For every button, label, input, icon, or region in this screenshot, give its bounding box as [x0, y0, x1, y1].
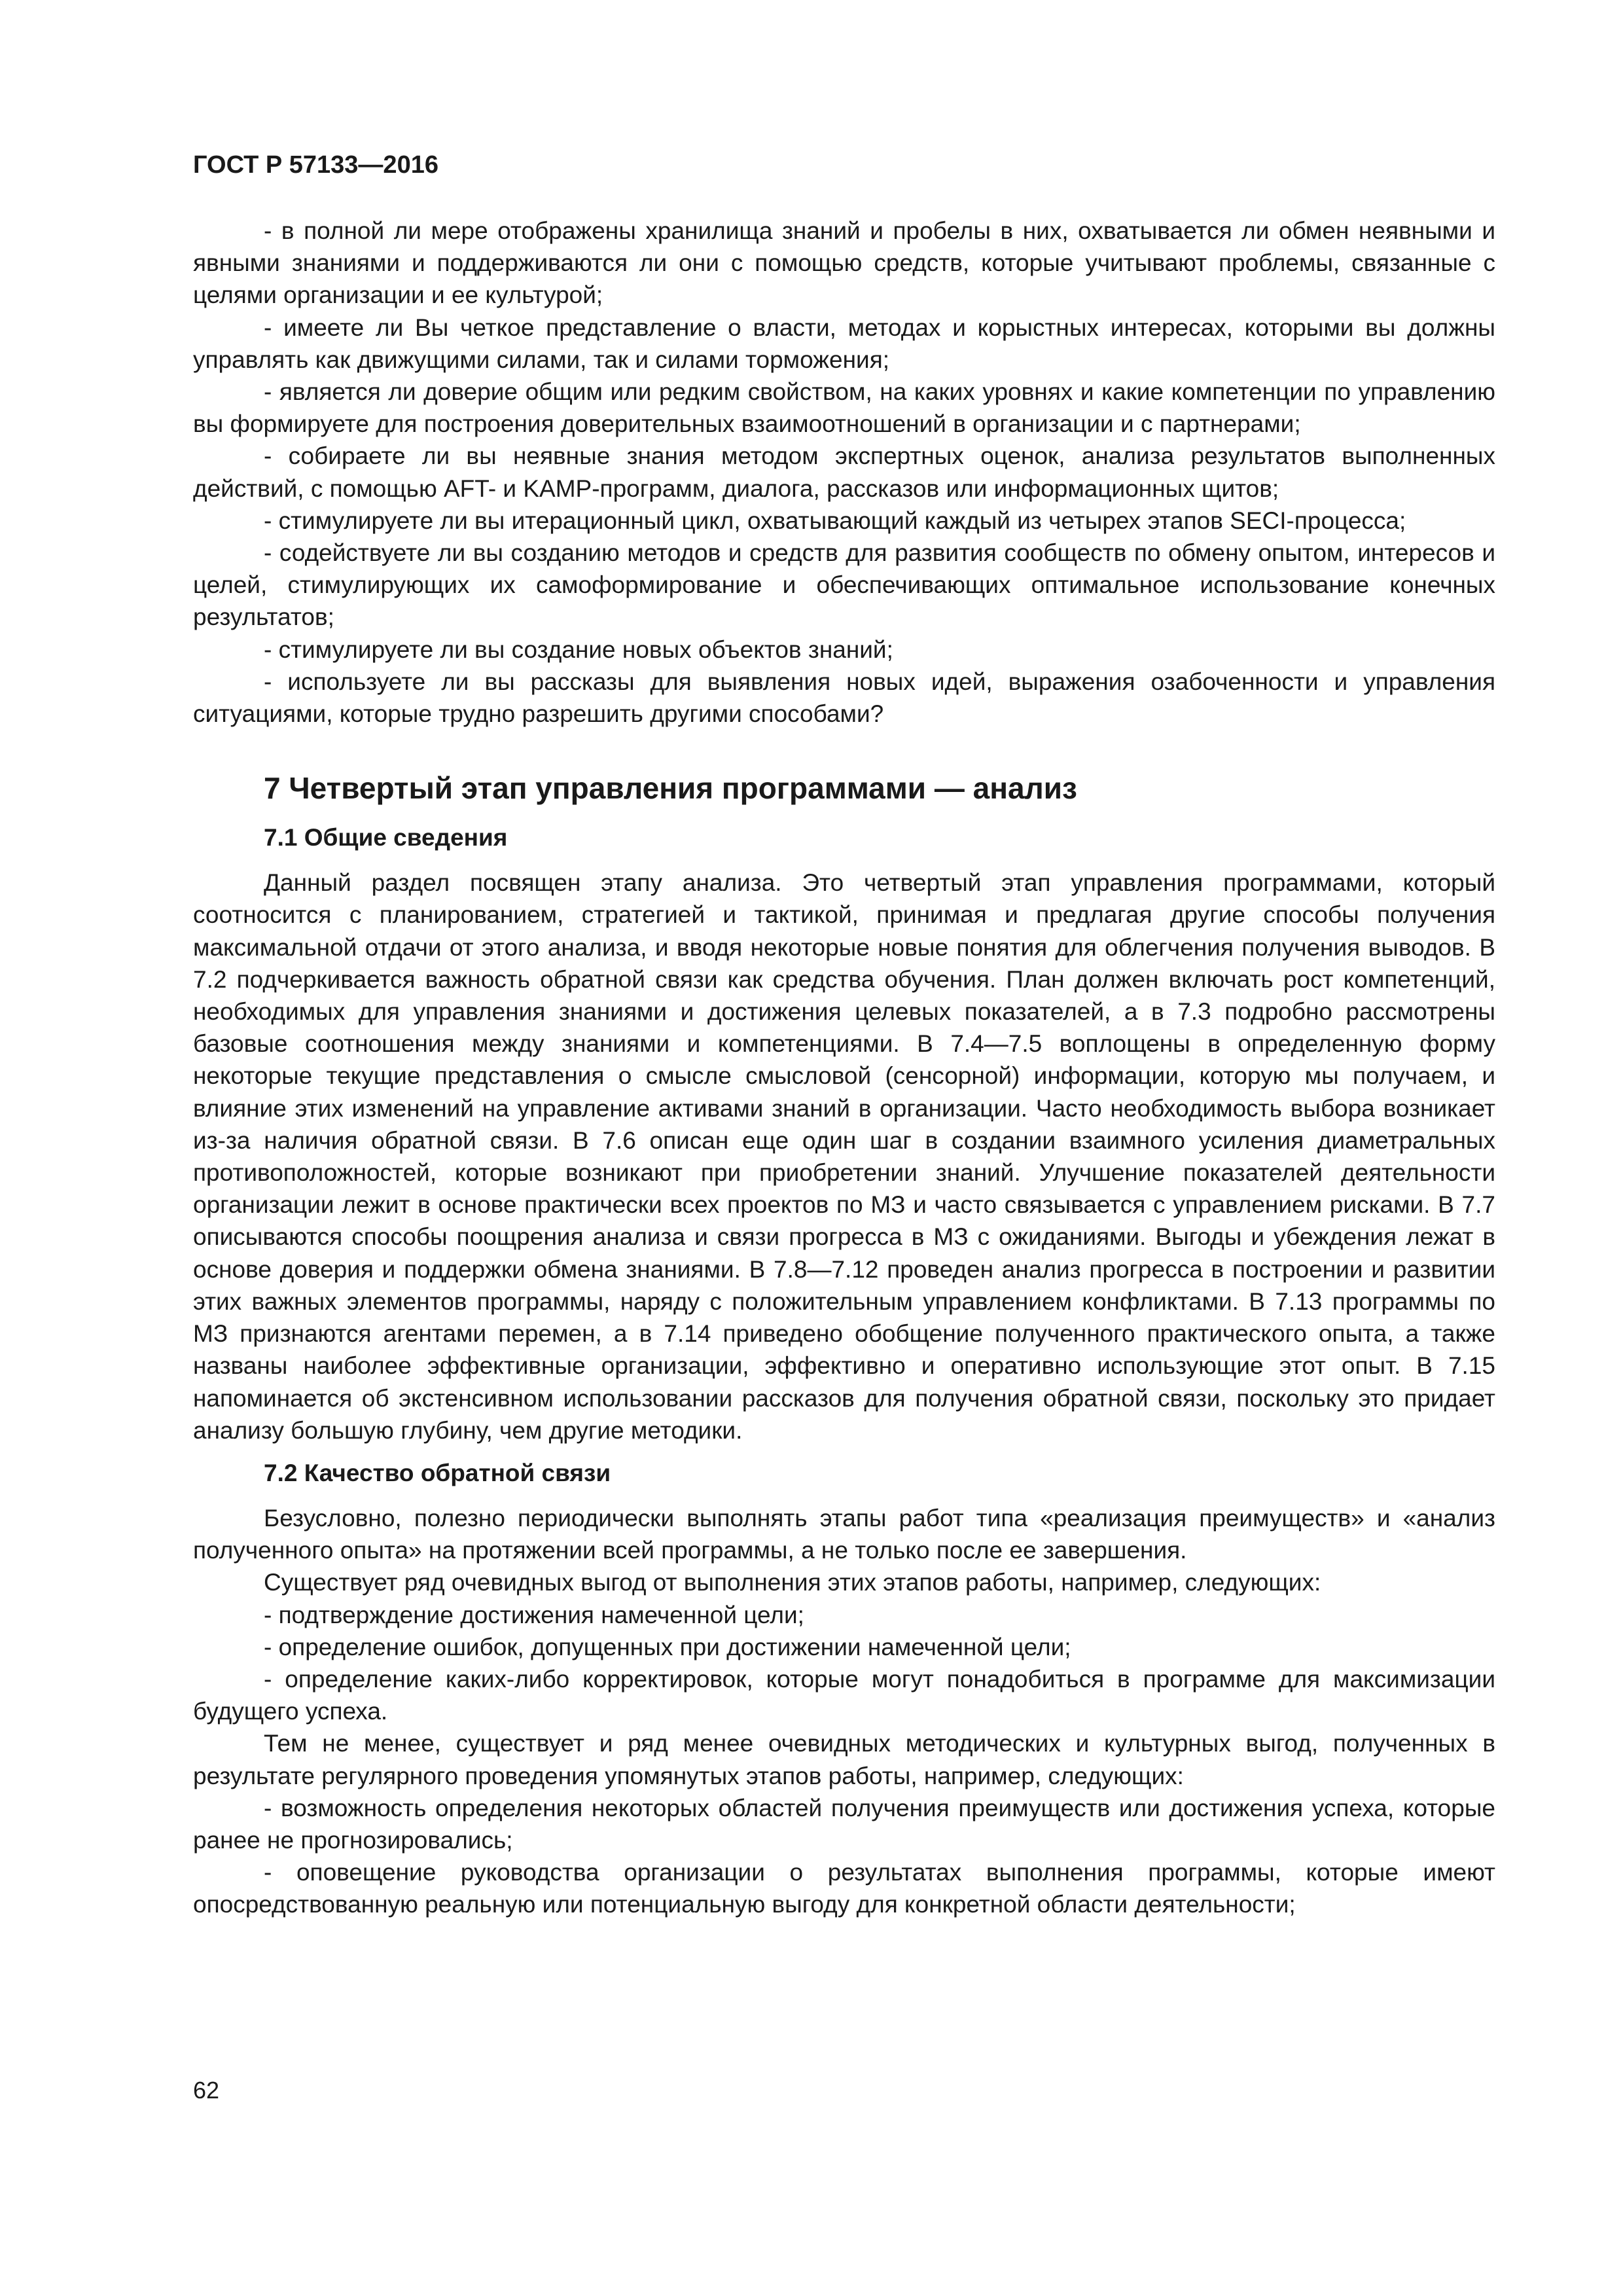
list-item: - оповещение руководства организации о результатах выполнения программы, которые имеют опосредствованную реальную или потенциальную выгоду для конкретной области деятельности; [193, 1859, 1495, 1918]
list-item: - определение каких-либо корректировок, которые могут понадобиться в программе для максимизации будущего успеха. [193, 1665, 1495, 1725]
paragraph: Безусловно, полезно периодически выполнять этапы работ типа «реализация преимуществ» и «анализ полученного опыта» на протяжении всей программы, а не только после ее завершения. [193, 1504, 1495, 1564]
list-item: - содействуете ли вы созданию методов и средств для развития сообществ по обмену опытом, интересов и целей, стимулирующих их самоформирование и обеспечивающих оптимальное использование конечных результатов; [193, 539, 1495, 631]
list-item: - подтверждение достижения намеченной цели; [264, 1601, 804, 1628]
list-item: - стимулируете ли вы создание новых объектов знаний; [264, 636, 893, 663]
subsection-7-2-body [193, 1502, 1495, 1921]
paragraph: Существует ряд очевидных выгод от выполнения этих этапов работы, например, следующих: [264, 1569, 1321, 1596]
subsection-7-1-heading: 7.1 Общие сведения [264, 824, 508, 852]
list-item: - имеете ли Вы четкое представление о власти, методах и корыстных интересах, которыми вы должны управлять как движущими силами, так и силами торможения; [193, 314, 1495, 373]
section-7-heading: 7 Четвертый этап управления программами — анализ [264, 771, 1077, 806]
list-item: - в полной ли мере отображены хранилища знаний и пробелы в них, охватывается ли обмен неявными и явными знаниями и поддерживаются ли они с помощью средств, которые учитывают проблемы, связанные с целями организации и ее культурой; [193, 217, 1495, 309]
document-page [193, 149, 1495, 1921]
subsection-7-1-text: Данный раздел посвящен этапу анализа. Это четвертый этап управления программами, который соотносится с планированием, стратегией и тактикой, принимая и предлагая другие способы получения максимальной отдачи от этого анализа, и вводя некоторые новые понятия для облегчения получения выводов. В 7.2 подчеркивается важность обратной связи как средства обучения. План должен включать рост компетенций, необходимых для управления знаниями и достижения целевых показателей, а в 7.3 подробно рассмотрены базовые соотношения между знаниями и компетенциями. В 7.4—7.5 воплощены в определенную форму некоторые текущие представления о смысле смысловой (сенсорной) информации, которую мы получаем, и влияние этих изменений на управление активами знаний в организации. Часто необходимость выбора возникает из-за наличия обратной связи. В 7.6 описан еще один шаг в создании взаимного усиления диаметральных противоположностей, которые возникают при приобретении знаний. Улучшение показателей деятельности организации лежит в основе практически всех проектов по МЗ и часто связывается с управлением рисками. В 7.7 описываются способы поощрения анализа и связи прогресса в МЗ с ожиданиями. Выгоды и убеждения лежат в основе доверия и поддержки обмена знаниями. В 7.8—7.12 проведен анализ прогресса в построении и развитии этих важных элементов программы, наряду с положительным управлением конфликтами. В 7.13 программы по МЗ признаются агентами перемен, а в 7.14 приведено обобщение полученного практического опыта, а также названы наиболее эффективные организации, эффективно и оперативно использующие этот опыт. В 7.15 напоминается об экстенсивном использовании рассказов для получения обратной связи, поскольку это придает анализу большую глубину, чем другие методики. [193, 869, 1495, 1444]
document-code-header: ГОСТ Р 57133—2016 [193, 151, 438, 179]
list-item: - стимулируете ли вы итерационный цикл, охватывающий каждый из четырех этапов SECI-процесса; [264, 507, 1406, 534]
page-number: 62 [193, 2077, 220, 2104]
intro-question-list [193, 215, 1495, 730]
paragraph: Тем не менее, существует и ряд менее очевидных методических и культурных выгод, полученных в результате регулярного проведения упомянутых этапов работы, например, следующих: [193, 1730, 1495, 1789]
subsection-7-2-heading: 7.2 Качество обратной связи [264, 1459, 611, 1486]
list-item: - является ли доверие общим или редким свойством, на каких уровнях и какие компетенции по управлению вы формируете для построения доверительных взаимоотношений в организации и с партнерами; [193, 378, 1495, 438]
list-item: - собираете ли вы неявные знания методом экспертных оценок, анализа результатов выполненных действий, с помощью AFT- и KAMP-программ, диалога, рассказов или информационных щитов; [193, 442, 1495, 502]
list-item: - используете ли вы рассказы для выявления новых идей, выражения озабоченности и управления ситуациями, которые трудно разрешить другими способами? [193, 668, 1495, 728]
list-item: - определение ошибок, допущенных при достижении намеченной цели; [264, 1633, 1071, 1660]
list-item: - возможность определения некоторых областей получения преимуществ или достижения успеха, которые ранее не прогнозировались; [193, 1794, 1495, 1854]
